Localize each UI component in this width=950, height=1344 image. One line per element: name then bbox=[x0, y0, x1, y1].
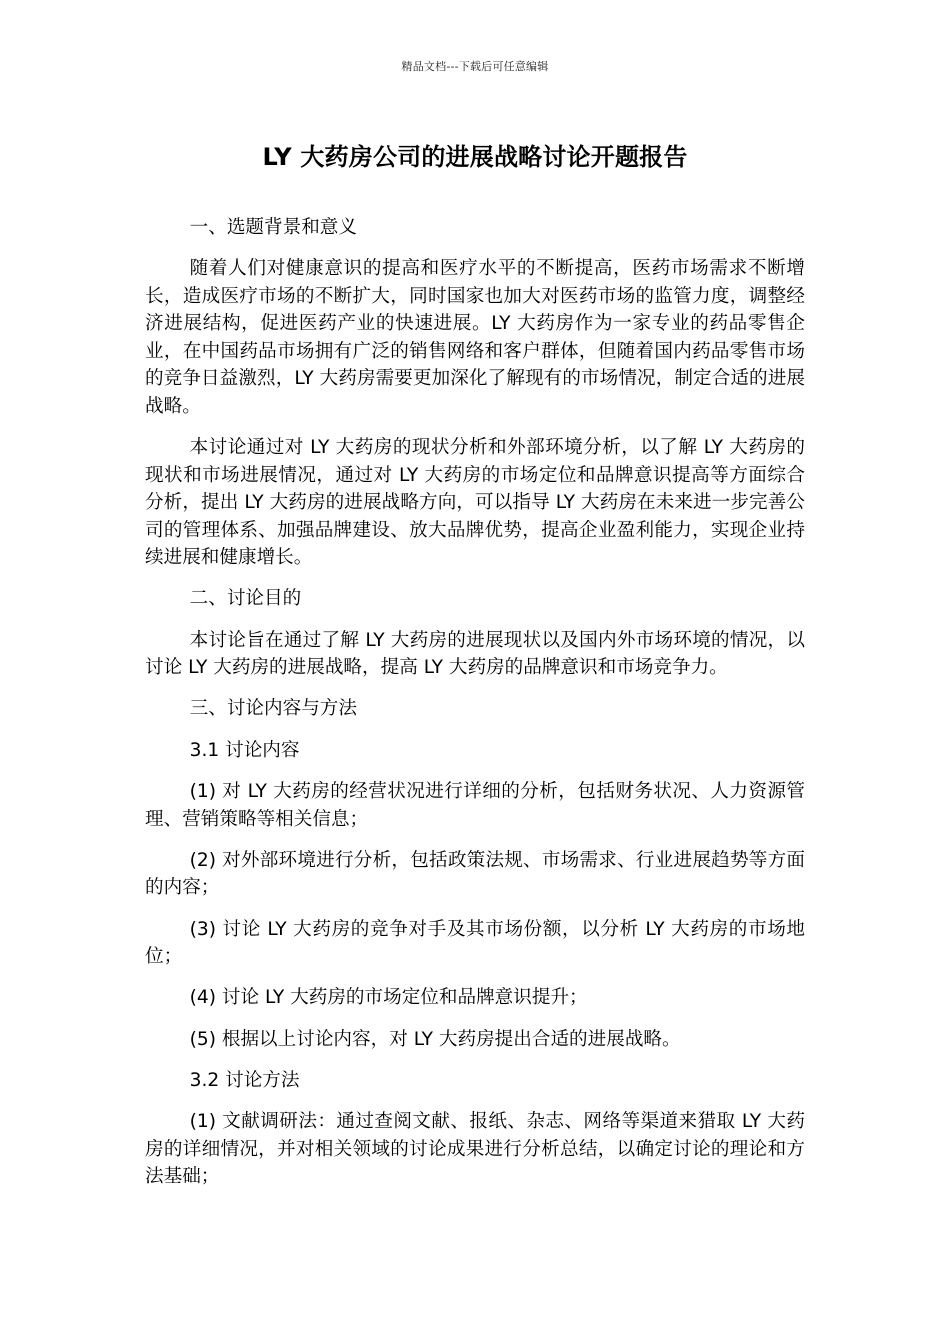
subsection-heading-method: 3.2 讨论方法 bbox=[189, 1070, 300, 1092]
list-item-content-4: (4) 讨论 LY 大药房的市场定位和品牌意识提升； bbox=[189, 987, 588, 1009]
list-item-content-5: (5) 根据以上讨论内容，对 LY 大药房提出合适的进展战略。 bbox=[189, 1028, 681, 1050]
list-item-method-1: (1) 文献调研法：通过查阅文献、报纸、杂志、网络等渠道来猎取 LY 大药房的详细情况，并对相关领域的讨论成果进行分析总结，以确定讨论的理论和方法基础； bbox=[145, 1111, 805, 1188]
list-item-content-1: (1) 对 LY 大药房的经营状况进行详细的分析，包括财务状况、人力资源管理、营销策略等相关信息； bbox=[145, 781, 805, 830]
document-body bbox=[145, 214, 805, 1205]
document-title: LY 大药房公司的进展战略讨论开题报告 bbox=[262, 143, 688, 171]
section-heading-background: 一、选题背景和意义 bbox=[189, 217, 357, 238]
paragraph-background: 随着人们对健康意识的提高和医疗水平的不断提高，医药市场需求不断增长，造成医疗市场的不断扩大，同时国家也加大对医药市场的监管力度，调整经济进展结构，促进医药产业的快速进展。LY 大药房作为一家专业的药品零售企业，在中国药品市场拥有广泛的销售网络和客户群体，但随着国内药品零售市场的竞争日益激烈，LY 大药房需要更加深化了解现有的市场情况，制定合适的进展战略。 bbox=[145, 258, 805, 417]
list-item-content-2: (2) 对外部环境进行分析，包括政策法规、市场需求、行业进展趋势等方面的内容； bbox=[145, 849, 805, 899]
section-heading-purpose: 二、讨论目的 bbox=[189, 588, 302, 610]
paragraph-purpose: 本讨论旨在通过了解 LY 大药房的进展现状以及国内外市场环境的情况，以讨论 LY 大药房的进展战略，提高 LY 大药房的品牌意识和市场竞争力。 bbox=[145, 629, 805, 679]
section-heading-content-method: 三、讨论内容与方法 bbox=[189, 698, 357, 720]
paragraph-significance: 本讨论通过对 LY 大药房的现状分析和外部环境分析，以了解 LY 大药房的现状和市场进展情况，通过对 LY 大药房的市场定位和品牌意识提高等方面综合分析，提出 LY 大药房的进展战略方向，可以指导 LY 大药房在未来进一步完善公司的管理体系、加强品牌建设、放大品牌优势，提高企业盈利能力，实现企业持续进展和健康增长。 bbox=[145, 437, 805, 569]
subsection-heading-content: 3.1 讨论内容 bbox=[189, 739, 300, 761]
page-header: 精品文档---下载后可任意编辑 bbox=[401, 60, 549, 73]
list-item-content-3: (3) 讨论 LY 大药房的竞争对手及其市场份额，以分析 LY 大药房的市场地位； bbox=[145, 918, 805, 968]
